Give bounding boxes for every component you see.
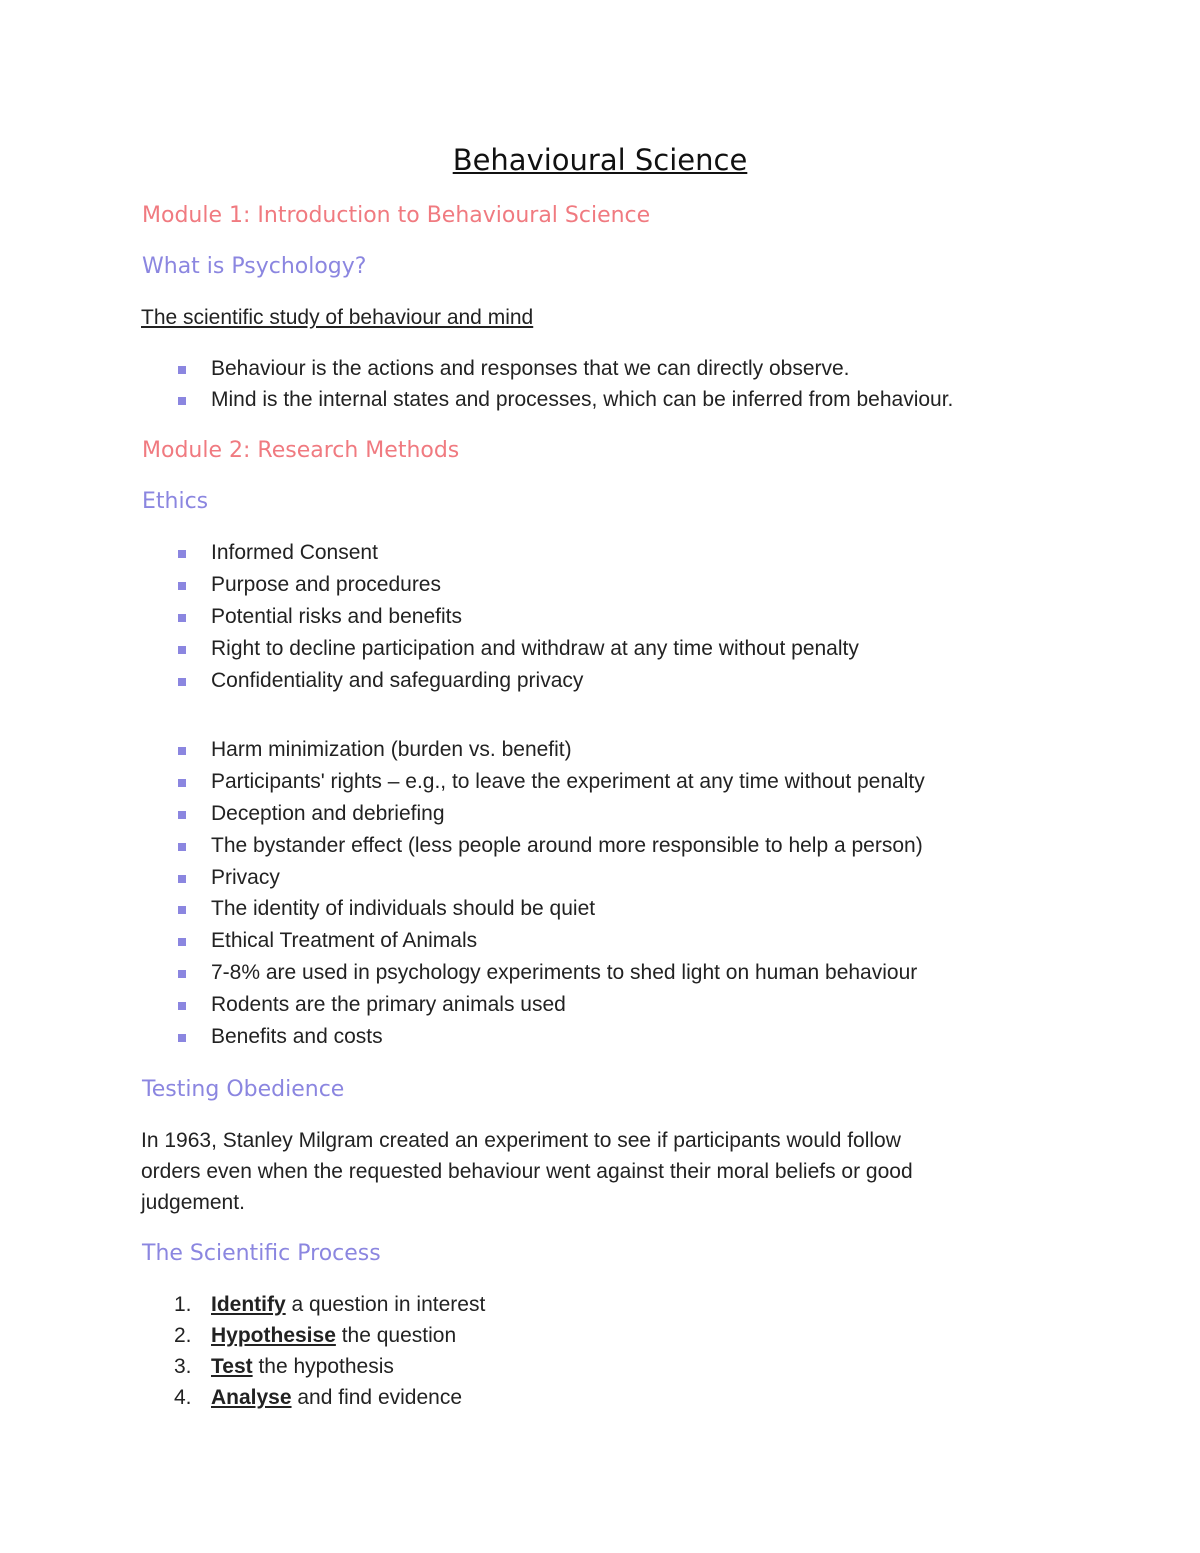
bullet-icon [178, 811, 186, 819]
list-item [211, 1352, 394, 1382]
list-item: Mind is the internal states and processes, which can be inferred from behaviour. [211, 388, 954, 411]
step-number: 2. [174, 1324, 192, 1347]
step-text: and find evidence [291, 1386, 463, 1409]
list-item: Rodents are the primary animals used [211, 993, 566, 1016]
ethics-heading: Ethics [142, 489, 209, 514]
list-item: 7-8% are used in psychology experiments to shed light on human behaviour [211, 961, 918, 984]
step-text: a question in interest [285, 1293, 486, 1316]
scientific-process-heading: The Scientific Process [142, 1241, 381, 1266]
step-keyword: Analyse [211, 1386, 292, 1409]
list-item: The bystander effect (less people around more responsible to help a person) [211, 834, 923, 857]
bullet-icon [178, 678, 186, 686]
step-keyword: Test [211, 1355, 253, 1378]
bullet-icon [178, 747, 186, 755]
bullet-icon [178, 970, 186, 978]
list-item: Behaviour is the actions and responses that we can directly observe. [211, 357, 850, 380]
module-1-heading: Module 1: Introduction to Behavioural Science [142, 203, 651, 228]
bullet-icon [178, 1002, 186, 1010]
list-item: Harm minimization (burden vs. benefit) [211, 738, 572, 761]
bullet-icon [178, 843, 186, 851]
list-item: Ethical Treatment of Animals [211, 929, 478, 952]
paragraph-line: judgement. [141, 1191, 245, 1214]
step-number: 4. [174, 1386, 192, 1409]
bullet-icon [178, 906, 186, 914]
psychology-definition: The scientific study of behaviour and mind [141, 306, 534, 329]
bullet-icon [178, 779, 186, 787]
list-item: Informed Consent [211, 541, 378, 564]
testing-obedience-heading: Testing Obedience [142, 1077, 345, 1102]
list-item: Right to decline participation and withdraw at any time without penalty [211, 637, 859, 660]
step-number: 1. [174, 1293, 192, 1316]
bullet-icon [178, 366, 186, 374]
list-item: Privacy [211, 866, 280, 889]
bullet-icon [178, 1034, 186, 1042]
step-text: the hypothesis [252, 1355, 394, 1378]
bullet-icon [178, 550, 186, 558]
list-item: Purpose and procedures [211, 573, 441, 596]
step-number: 3. [174, 1355, 192, 1378]
bullet-icon [178, 614, 186, 622]
bullet-icon [178, 938, 186, 946]
list-item: Confidentiality and safeguarding privacy [211, 669, 584, 692]
list-item: Potential risks and benefits [211, 605, 462, 628]
list-item: Benefits and costs [211, 1025, 383, 1048]
bullet-icon [178, 875, 186, 883]
list-item: The identity of individuals should be quiet [211, 897, 596, 920]
document-title: Behavioural Science [452, 143, 748, 177]
list-item [211, 1321, 456, 1351]
paragraph-line: orders even when the requested behaviour went against their moral beliefs or good [141, 1160, 913, 1183]
list-item: Deception and debriefing [211, 802, 445, 825]
step-text: the question [335, 1324, 457, 1347]
module-2-heading: Module 2: Research Methods [142, 438, 460, 463]
paragraph-line: In 1963, Stanley Milgram created an experiment to see if participants would follow [141, 1129, 901, 1152]
bullet-icon [178, 582, 186, 590]
what-is-psychology-heading: What is Psychology? [142, 254, 367, 279]
bullet-icon [178, 397, 186, 405]
list-item: Participants' rights – e.g., to leave the experiment at any time without penalty [211, 770, 925, 793]
bullet-icon [178, 646, 186, 654]
list-item [211, 1290, 485, 1320]
step-keyword: Identify [211, 1293, 286, 1316]
step-keyword: Hypothesise [211, 1324, 336, 1347]
list-item [211, 1383, 462, 1413]
